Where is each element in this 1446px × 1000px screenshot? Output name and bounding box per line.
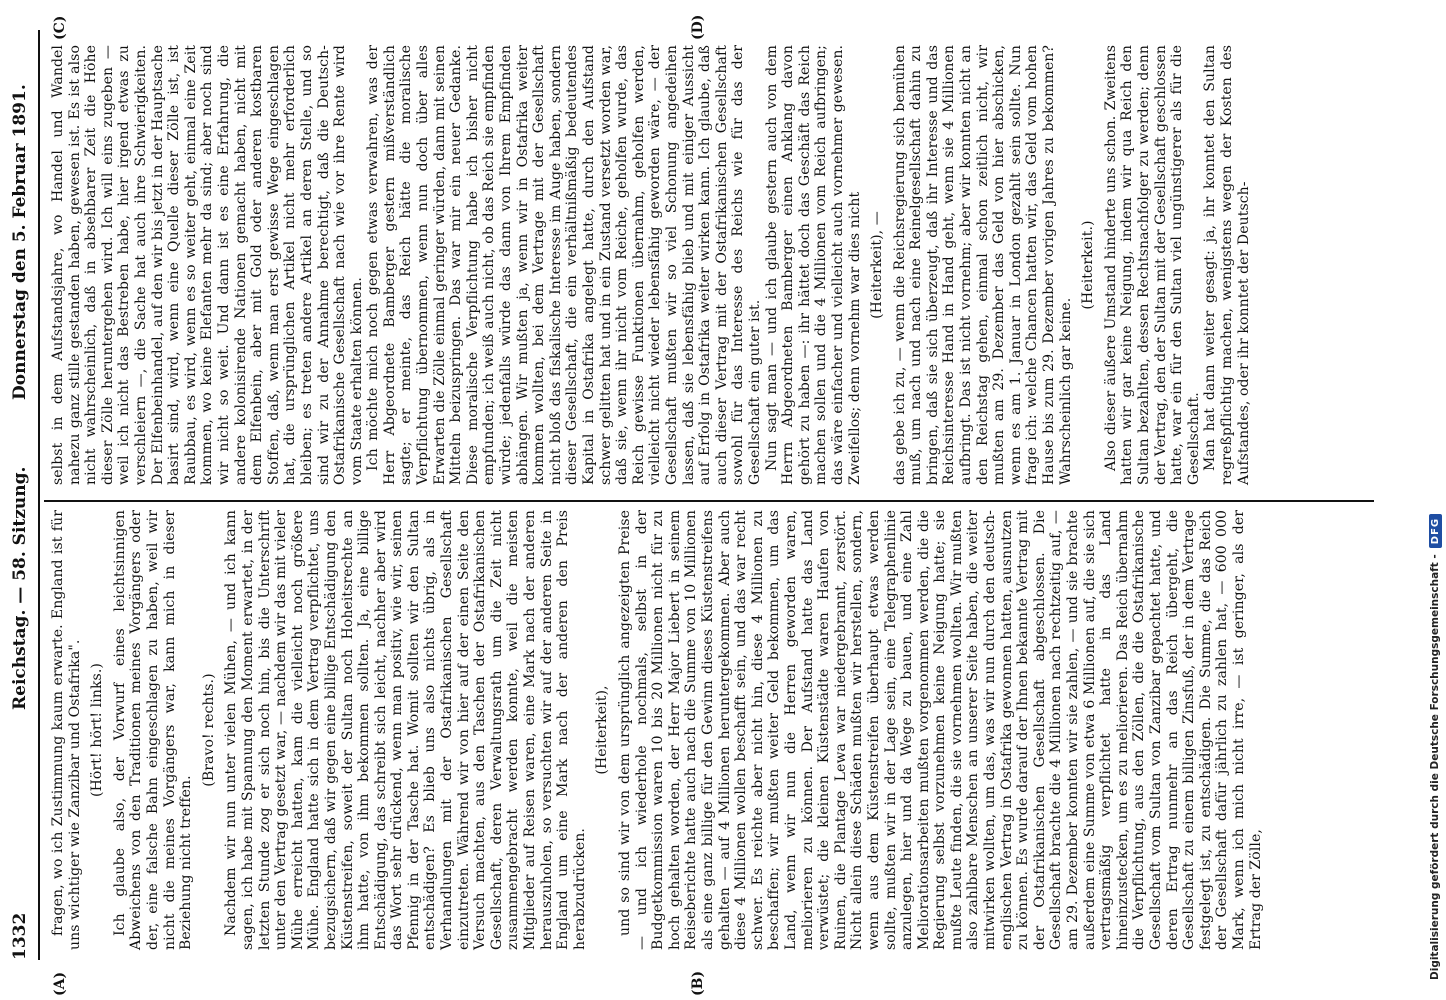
interjection: (Hört! hört! links.) <box>89 663 106 797</box>
paragraph: Man hat dann weiter gesagt: ja, ihr konntet den Sultan regreßpflichtig machen, wenigstens wegen der Kosten des Aufstandes, oder ihr konntet der Deutsch- <box>1202 45 1252 485</box>
paragraph: selbst in dem Aufstandsjahre, wo Handel und Wandel nahezu ganz stille gestanden haben, gewesen ist. Es ist also nicht wahrscheinlich, daß in absehbarer Zeit die Höhe dieser Zölle heruntergehen wird. Ich will eins zugeben — weil ich nicht das Bestreben habe, hier irgend etwas zu verschleiern —, die Sache hat auch ihre Schwierigkeiten. Der Elfenbeinhandel, auf den wir bis jetzt in der Hauptsache basirt sind, wird, wenn eine Quelle dieser Zölle ist, ist Raubbau, es wird, wenn es so weiter geht, einmal eine Zeit kommen, wo keine Elefanten mehr da sind; aber noch sind wir nicht so weit. Und dann ist es eine Erfahrung, die andere kolonisirende Nationen gemacht haben, nicht mit dem Elfenbein, aber mit Gold oder anderen kostbaren Stoffen, daß, wenn man erst gewisse Wege eingeschlagen hat, die ursprünglichen Artikel nicht mehr erforderlich bleiben; es treten andere Artikel an deren Stelle, und so sind wir zu der Annahme berechtigt, daß die Deutsch-Ostafrikanische Gesellschaft nach wie vor ihre Rente wird vom Staate erhalten können. <box>50 45 365 485</box>
paragraph: und so sind wir von dem ursprünglich angezeigten Preise — und ich wiederhole nochmals, selbst in der Budgetkommission waren 10 bis 20 Millionen nicht für zu hoch gehalten worden, der Herr Major Liebert in seinem Reiseberichte hatte auch nach die Summe von 10 Millionen als eine ganz billige für den Gewinn dieses Küstenstreifens gehalten — auf 4 Millionen heruntergekommen. Aber auch diese 4 Millionen wollen beschafft sein, und das war recht schwer. Es reichte aber nicht hin, diese 4 Millionen zu beschaffen; wir mußten weiter Geld bekommen, um das Land, wenn wir nun die Herren geworden waren, meliorieren zu können. Der Aufstand hatte das Land verwüstet; die kleinen Küstenstädte waren Haufen von Ruinen, die Plantage Lewa war niedergebrannt, zerstört. Nicht allein diese Schäden mußten wir herstellen, sondern, wenn aus dem Küstenstreifen überhaupt etwas werden sollte, mußten wir in der Lage sein, eine Telegraphenlinie anzulegen, hier und da Wege zu bauen, und eine Zahl Meliorationsarbeiten mußten vorgenommen werden, die die Regierung selbst vorzunehmen keine Neigung hatte; sie mußte Leute finden, die sie vornehmen wollten. Wir mußten also zahlbare Menschen an unserer Seite haben, die weiter mitwirken wollten, um das, was wir nun durch den deutsch-englischen Vertrag in Ostafrika gewonnen hatten, ausnutzen zu können. Es wurde darauf der Ihnen bekannte Vertrag mit der Ostafrikanischen Gesellschaft abgeschlossen. Die Gesellschaft brachte die 4 Millionen nach rechtzeitig auf, — am 29. Dezember konnten wir sie zahlen, — und sie brachte außerdem eine Summe von etwa 6 Millionen auf, die sie sich vertragsmäßig verpflichtet hatte in das Land hineinzustecken, um es zu meliorieren. Das Reich übernahm die Verpflichtung, aus den Zöllen, die die Ostafrikanische Gesellschaft vom Sultan von Zanzibar gepachtet hatte, und deren Ertrag nunmehr an das Reich übergeht, die Gesellschaft zu einem billigen Zinsfuß, der in dem Vertrage festgelegt ist, zu entschädigen. Die Summe, die das Reich der Gesellschaft dafür jährlich zu zahlen hat, — 600 000 Mark, wenn ich mich nicht irre, — ist geringer, als der Ertrag der Zölle, <box>617 510 1264 950</box>
header-left-title: Reichstag. — 58. Sitzung. <box>10 466 30 710</box>
margin-marker-d: (D) <box>690 14 706 40</box>
paragraph: das gebe ich zu, — wenn die Reichsregierung sich bemühen muß, um nach und nach eine Reinelgesellschaft dahin zu bringen, daß sie sich überzeugt, daß ihr Interesse und das Reichsinteresse Hand in Hand geht, wenn sie 4 Millionen aufbringt. Das ist nicht vornehm; aber wir konnten nicht an den Reichstag gehen, einmal schon zeitlich nicht, wir mußten am 29. Dezember das Geld von hier abschicken, wenn es am 1. Januar in London gezahlt sein sollte. Nun frage ich: welche Chancen hatten wir, das Geld vom hohen Hause bis zum 29. Dezember vorigen Jahres zu bekommen? Wahrscheinlich gar keine. <box>891 45 1074 485</box>
header-rule <box>38 30 40 960</box>
interjection: (Heiterkeit.) <box>1080 220 1097 310</box>
paragraph: Also dieser äußere Umstand hinderte uns schon. Zweitens hatten wir gar keine Neigung, indem wir qua Reich den Sultan bezahlten, dessen Rechtsnachfolger zu werden; denn der Vertrag, den der Sultan mit der Gesellschaft geschlossen hatte, war ein für den Sultan viel ungünstigerer als für die Gesellschaft. <box>1102 45 1202 485</box>
paragraph: Ich glaube also, der Vorwurf eines leichtsinnigen Abweichens von den Traditionen meines Vorgängers oder der, eine falsche Bahn eingeschlagen zu haben, weil wir nicht die meines Vorgängers war, kann mich in dieser Beziehung nicht treffen. <box>111 510 195 950</box>
paragraph: Ich möchte mich noch gegen etwas verwahren, was der Herr Abgeordnete Bamberger gestern mißverständlich sagte; er meinte, das Reich hätte die moralische Verpflichtung übernommen, wenn nun doch über alles Erwarten die Zölle einmal geringer würden, dann mit seinen Mitteln beizuspringen. Das war mir ein neuer Gedanke. Diese moralische Verpflichtung habe ich bisher nicht empfunden; ich weiß auch nicht, ob das Reich sie empfinden würde; jedenfalls würde das dann von Ihrem Empfinden abhängen. Wir mußten ja, wenn wir in Ostafrika weiter kommen wollten, bei dem Vertrage mit der Gesellschaft nicht bloß das fiskalische Interesse im Auge haben, sondern dieser Gesellschaft, die ein verhältnißmäßig bedeutendes Kapital in Ostafrika angelegt hatte, durch den Aufstand schwer gelitten hat und in ein Zustand versetzt worden war, daß sie, wenn ihr nicht vom Reiche, geholfen wurde, das Reich gewisse Funktionen übernahm, geholfen werden, vielleicht nicht wieder lebensfähig geworden wäre, — der Gesellschaft mußten wir so viel Schonung angedeihen lassen, daß sie lebensfähig blieb und mit einiger Aussicht auf Erfolg in Ostafrika weiter wirken kann. Ich glaube, daß auch dieser Vertrag mit der Ostafrikanischen Gesellschaft sowohl für das Interesse des Reichs wie für das der Gesellschaft ein guter ist. <box>365 45 763 485</box>
paragraph: Nachdem wir nun unter vielen Mühen, — und ich kann sagen, ich habe mit Spannung den Moment erwartet, in der letzten Stunde zog er sich noch hin, bis die Unterschrift unter den Vertrag gesetzt war, — nachdem wir das mit vieler Mühe erreicht hatten, kam die vielleicht noch größere Mühe. England hatte sich in dem Vertrag verpflichtet, uns bezugsichern, daß wir gegen eine billige Entschädigung den Küstenstreifen, soweit der Sultan noch Hoheitsrechte an ihm hatte, von ihm bekommen sollten. Ja, eine billige Entschädigung, das schreibt sich leicht, nachher aber wird das Wort sehr drückend, wenn man positiv, wie wir, seinen Pfennig in der Tasche hat. Womit sollten wir den Sultan entschädigen? Es blieb uns also nichts übrig, als in Verhandlungen mit der Ostafrikanischen Gesellschaft einzutreten. Während wir von hier auf der einen Seite den Versuch machten, aus den Taschen der Ostafrikanischen Gesellschaft, deren Verwaltungsrath um die Zeit nicht zusammengebracht werden konnte, weil die meisten Mitglieder auf Reisen waren, eine Mark nach der anderen herauszuholen, so versuchten wir auf der anderen Seite in England um eine Mark nach der anderen den Preis herabzudrücken. <box>223 510 588 950</box>
paragraph: fragen, wo ich Zustimmung kaum erwarte. England ist für uns wichtiger wie Zanzibar und Ostafrika". <box>50 510 83 950</box>
margin-marker-b: (B) <box>690 970 706 996</box>
page-number: 1332 <box>10 912 30 960</box>
left-column <box>50 510 1264 950</box>
credit-text: Digitalisierung gefördert durch die Deutsche Forschungsgemeinschaft - <box>1429 554 1441 980</box>
interjection: (Heiterkeit), <box>594 685 611 775</box>
page-header <box>8 40 36 960</box>
interjection: (Heiterkeit), — <box>869 211 886 319</box>
right-column <box>50 45 1252 485</box>
header-right-title: Donnerstag den 5. Februar 1891. <box>10 84 30 400</box>
column-divider <box>44 500 1374 502</box>
margin-marker-c: (C) <box>52 15 68 40</box>
margin-marker-a: (A) <box>52 971 68 996</box>
dfg-logo: DFG <box>1429 514 1442 548</box>
paragraph: Nun sagt man — und ich glaube gestern auch von dem Herrn Abgeordneten Bamberger einen Anklang davon gehört zu haben —: ihr hättet doch das Geschäft das Reich machen sollen und die 4 Millionen vom Reich aufbringen; das wäre einfacher und vielleicht auch vornehmer gewesen. Zweifellos; denn vornehm war dies nicht <box>763 45 863 485</box>
interjection: (Bravo! rechts.) <box>200 673 217 787</box>
digitization-credit <box>1404 20 1441 980</box>
